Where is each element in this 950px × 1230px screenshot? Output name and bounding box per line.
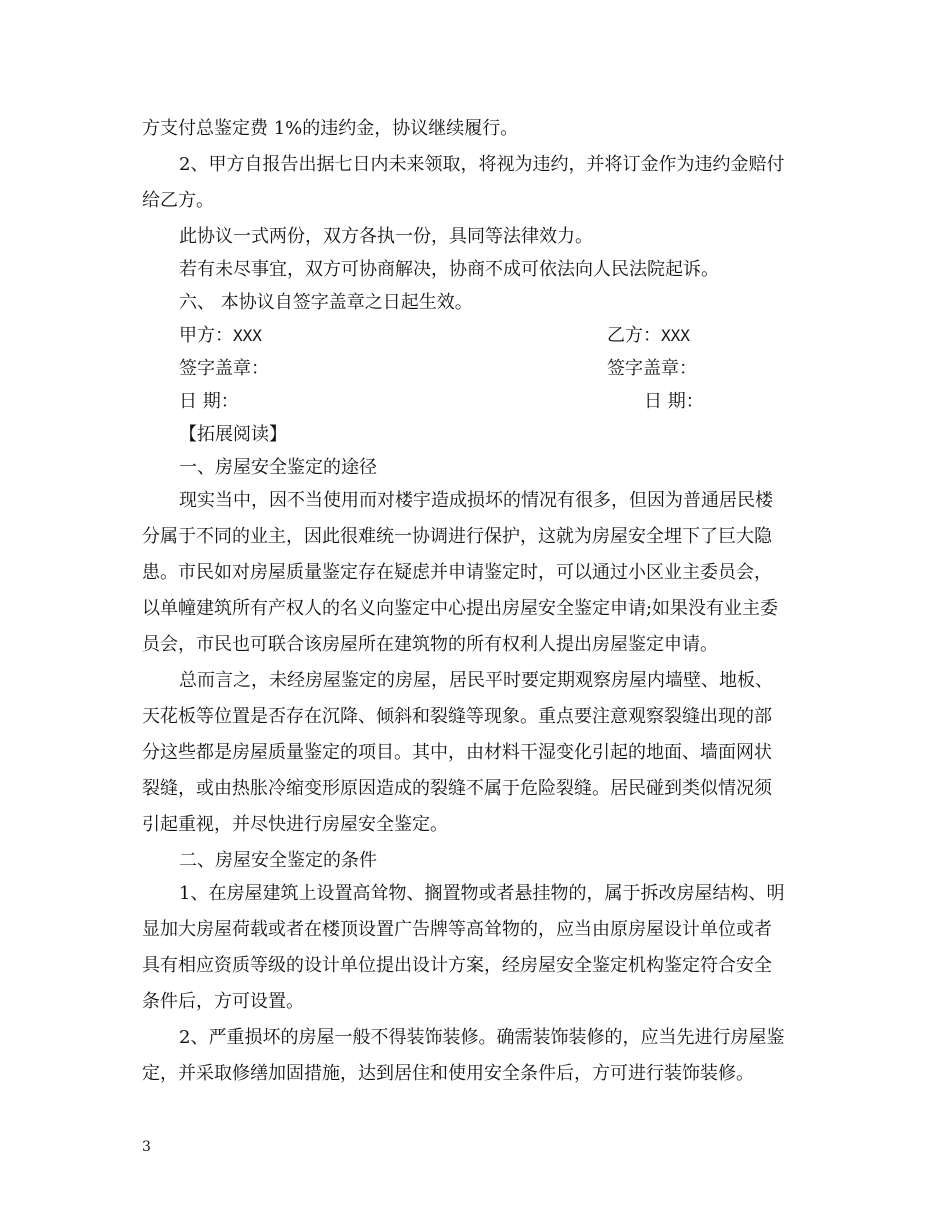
party-a-label: 甲方： — [179, 325, 233, 346]
party-a-value: XXX — [233, 326, 262, 345]
seal-a-label: 签字盖章： — [179, 358, 269, 379]
paragraph-line: 1、在房屋建筑上设置高耸物、搁置物或者悬挂物的，属于拆改房屋结构、明 — [179, 883, 785, 904]
paragraph-line: 引起重视，并尽快进行房屋安全鉴定。 — [142, 814, 448, 835]
paragraph-line: 条件后，方可设置。 — [142, 991, 304, 1012]
page-number: 3 — [142, 1139, 151, 1155]
seal-b-label: 签字盖章： — [607, 358, 697, 379]
paragraph-line: 给乙方。 — [142, 190, 214, 211]
party-b-label: 乙方： — [607, 325, 661, 346]
date-b-label: 日 期： — [644, 391, 704, 412]
party-a — [179, 324, 262, 348]
date-a-label: 日 期： — [179, 391, 239, 412]
effective-clause: 六、 本协议自签字盖章之日起生效。 — [179, 292, 473, 313]
paragraph-line: 显加大房屋荷载或者在楼顶设置广告牌等高耸物的，应当由原房屋设计单位或者 — [142, 919, 772, 940]
extended-reading-heading: 【拓展阅读】 — [179, 424, 287, 445]
section-heading: 二、房屋安全鉴定的条件 — [179, 850, 377, 871]
paragraph-line: 若有未尽事宜，双方可协商解决，协商不成可依法向人民法院起诉。 — [179, 259, 719, 280]
paragraph-line: 分这些都是房屋质量鉴定的项目。其中，由材料干湿变化引起的地面、墙面网状 — [142, 742, 772, 763]
paragraph-line: 总而言之，未经房屋鉴定的房屋，居民平时要定期观察房屋内墙壁、地板、 — [179, 670, 773, 691]
paragraph-line: 此协议一式两份，双方各执一份，具同等法律效力。 — [179, 226, 593, 247]
paragraph-line: 以单幢建筑所有产权人的名义向鉴定中心提出房屋安全鉴定申请;如果没有业主委 — [142, 598, 779, 619]
paragraph-line: 方支付总鉴定费 1%的违约金，协议继续履行。 — [142, 118, 519, 139]
section-heading: 一、房屋安全鉴定的途径 — [179, 457, 377, 478]
paragraph-line: 2、严重损坏的房屋一般不得装饰装修。确需装饰装修的，应当先进行房屋鉴 — [179, 1027, 785, 1048]
paragraph-line: 定，并采取修缮加固措施，达到居住和使用安全条件后，方可进行装饰装修。 — [142, 1063, 754, 1084]
paragraph-line: 裂缝，或由热胀冷缩变形原因造成的裂缝不属于危险裂缝。居民碰到类似情况须 — [142, 778, 772, 799]
paragraph-line: 现实当中，因不当使用而对楼宇造成损坏的情况有很多，但因为普通居民楼 — [179, 490, 773, 511]
paragraph-line: 分属于不同的业主，因此很难统一协调进行保护，这就为房屋安全埋下了巨大隐 — [142, 526, 772, 547]
paragraph-line: 患。市民如对房屋质量鉴定存在疑虑并申请鉴定时，可以通过小区业主委员会， — [142, 562, 772, 583]
paragraph-line: 天花板等位置是否存在沉降、倾斜和裂缝等现象。重点要注意观察裂缝出现的部 — [142, 706, 772, 727]
party-b-value: XXX — [661, 326, 690, 345]
party-b — [607, 324, 690, 348]
paragraph-line: 2、甲方自报告出据七日内未来领取，将视为违约，并将订金作为违约金赔付 — [179, 154, 785, 175]
paragraph-line: 具有相应资质等级的设计单位提出设计方案，经房屋安全鉴定机构鉴定符合安全 — [142, 955, 772, 976]
paragraph-line: 员会，市民也可联合该房屋所在建筑物的所有权利人提出房屋鉴定申请。 — [142, 634, 718, 655]
